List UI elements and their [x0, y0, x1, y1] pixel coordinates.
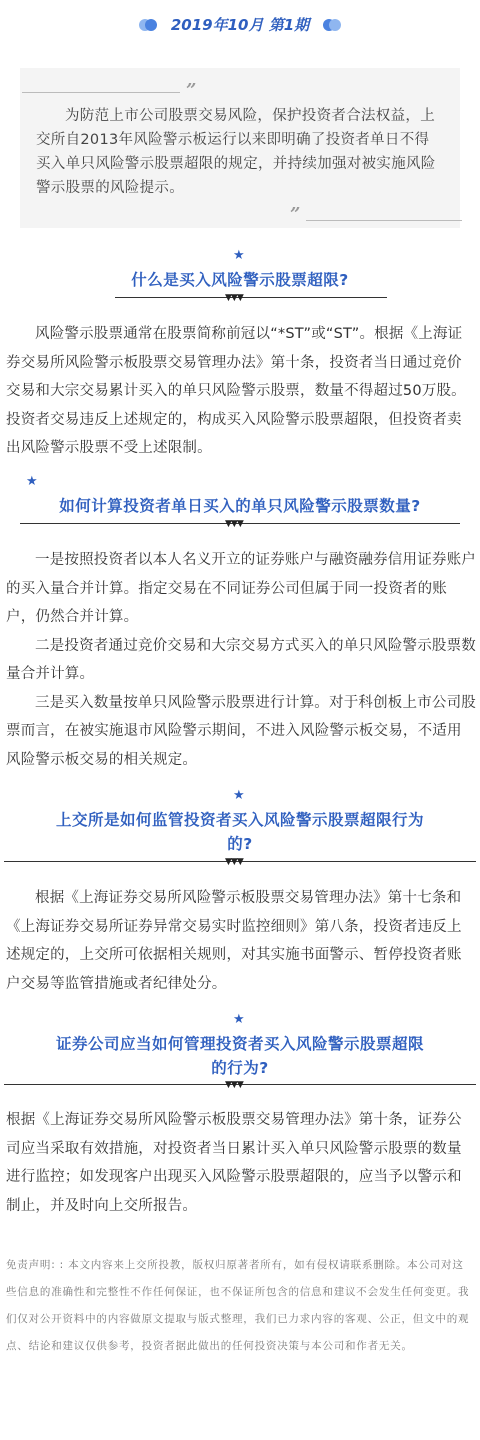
star-icon: ★ — [233, 248, 245, 263]
dots-right-icon — [319, 18, 343, 32]
star-icon: ★ — [233, 788, 245, 803]
section-2-paragraph-2: 二是投资者通过竞价交易和大宗交易方式买入的单只风险警示股票数量合并计算。 — [6, 637, 476, 682]
intro-paragraph: 为防范上市公司股票交易风险，保护投资者合法权益，上交所自2013年风险警示板运行以来即明确了投资者单日不得买入单只风险警示股票超限的规定，并持续加强对被实施风险警示股票的风险提示。 — [36, 108, 436, 196]
star-icon: ★ — [233, 1012, 245, 1027]
section-3-paragraph: 根据《上海证券交易所风险警示板股票交易管理办法》第十七条和《上海证券交易所证券异常交易实时监控细则》第八条，投资者违反上述规定的，上交所可依据相关规则，对其实施书面警示、暂停投资者账户交易等监管措施或者纪律处分。 — [6, 890, 462, 992]
issue-header — [0, 14, 480, 35]
intro-top-divider — [22, 92, 180, 93]
chevrons-icon: ▼▼▼ — [225, 293, 243, 303]
section-4-title-line-2: 的行为? — [211, 1059, 269, 1077]
intro-bottom-divider — [306, 220, 462, 221]
section-2-paragraph-3: 三是买入数量按单只风险警示股票进行计算。对于科创板上市公司股票而言，在被实施退市风险警示期间，不进入风险警示板交易，不适用风险警示板交易的相关规定。 — [6, 694, 476, 768]
chevrons-icon: ▼▼▼ — [225, 519, 243, 529]
section-3-title-line-1: 上交所是如何监管投资者买入风险警示股票超限行为 — [55, 811, 424, 829]
star-icon: ★ — [26, 474, 38, 489]
issue-label: 2019年10月 第1期 — [170, 16, 310, 34]
dots-left-icon — [137, 18, 161, 32]
quote-close-icon: ” — [290, 204, 301, 225]
chevrons-icon: ▼▼▼ — [225, 857, 243, 867]
section-1-paragraph: 风险警示股票通常在股票简称前冠以“*ST”或“ST”。根据《上海证券交易所风险警示板股票交易管理办法》第十条，投资者当日通过竞价交易和大宗交易累计买入的单只风险警示股票，数量不得超过50万股。投资者交易违反上述规定的，构成买入风险警示股票超限，但投资者卖出风险警示股票不受上述限制。 — [6, 326, 466, 456]
section-2-body — [6, 546, 476, 774]
section-1-rule — [115, 297, 387, 298]
section-3-body — [6, 884, 476, 998]
section-2-title: 如何计算投资者单日买入的单只风险警示股票数量? — [59, 497, 421, 515]
disclaimer: 免责声明: : 本文内容来上交所投教，版权归原著者所有，如有侵权请联系删除。本公司对这些信息的准确性和完整性不作任何保证，也不保证所包含的信息和建议不会发生任何变更。我们仅对公开资料中的内容做原文提取与版式整理，我们已力求内容的客观、公正，但文中的观点、结论和建议仅供参考，投资者据此做出的任何投资决策与本公司和作者无关。 — [6, 1259, 470, 1352]
chevrons-icon: ▼▼▼ — [225, 1080, 243, 1090]
quote-open-icon: ” — [186, 80, 197, 101]
section-1-title: 什么是买入风险警示股票超限? — [131, 271, 349, 289]
section-2-paragraph-1: 一是按照投资者以本人名义开立的证券账户与融资融券信用证券账户的买入量合并计算。指定交易在不同证券公司但属于同一投资者的账户，仍然合并计算。 — [6, 552, 476, 625]
section-4-body — [6, 1106, 476, 1220]
section-1-body — [6, 320, 476, 463]
section-3-title-line-2: 的? — [227, 835, 253, 853]
section-4-title-line-1: 证券公司应当如何管理投资者买入风险警示股票超限 — [55, 1035, 424, 1053]
section-4-paragraph: 根据《上海证券交易所风险警示板股票交易管理办法》第十条，证券公司应当采取有效措施，对投资者当日累计买入单只风险警示股票的数量进行监控；如发现客户出现买入风险警示股票超限的，应当予以警示和制止，并及时向上交所报告。 — [6, 1112, 462, 1214]
